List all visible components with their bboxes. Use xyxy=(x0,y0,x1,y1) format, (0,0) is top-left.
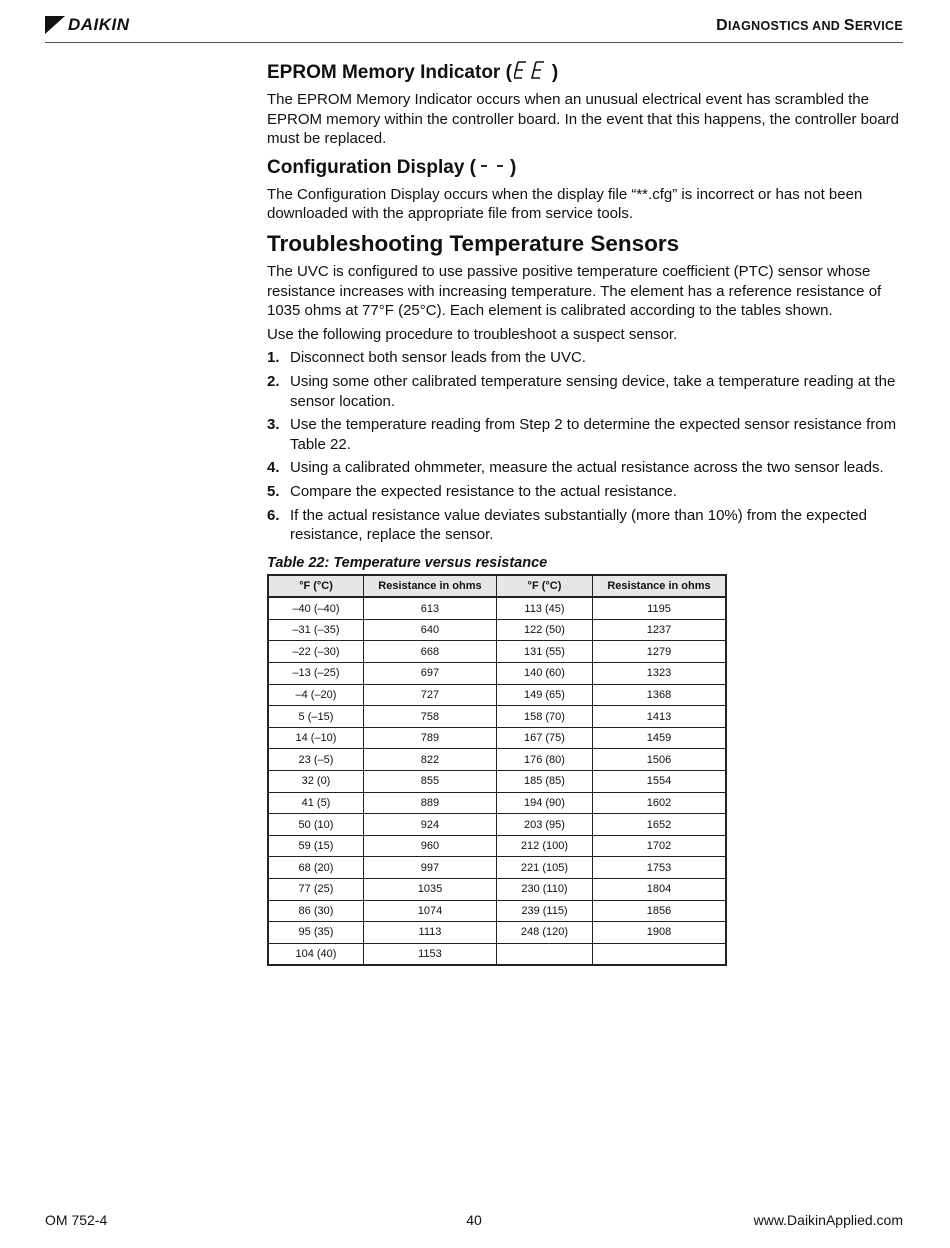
table-cell: 248 (120) xyxy=(496,922,592,944)
table-row xyxy=(268,597,726,619)
table-cell: 1702 xyxy=(593,835,727,857)
table-cell: 167 (75) xyxy=(496,727,592,749)
table-row xyxy=(268,857,726,879)
table-cell: 95 (35) xyxy=(268,922,363,944)
table-cell: 86 (30) xyxy=(268,900,363,922)
table-cell: 1459 xyxy=(593,727,727,749)
table-row xyxy=(268,943,726,965)
ee-display-icon xyxy=(514,60,550,80)
list-item: 4. Using a calibrated ohmmeter, measure the actual resistance across the two sensor leads. xyxy=(267,459,884,477)
troubleshooting-section xyxy=(267,230,907,545)
table-cell: 1035 xyxy=(363,879,496,901)
table-row xyxy=(268,771,726,793)
table-cell: 212 (100) xyxy=(496,835,592,857)
column-header: °F (°C) xyxy=(268,575,363,598)
table-cell: 185 (85) xyxy=(496,771,592,793)
list-item: 3. Use the temperature reading from Step 2 to determine the expected sensor resistance from Table 22. xyxy=(267,416,897,453)
page-number: 40 xyxy=(466,1212,482,1228)
table-cell: 1856 xyxy=(593,900,727,922)
table-cell: 1323 xyxy=(593,663,727,685)
table-cell: –40 (–40) xyxy=(268,597,363,619)
table-row xyxy=(268,814,726,836)
table-cell: 1602 xyxy=(593,792,727,814)
list-item: 6. If the actual resistance value deviates substantially (more than 10%) from the expected resistance, replace the sensor. xyxy=(267,506,867,544)
table-cell: 1368 xyxy=(593,684,727,706)
table-cell: –22 (–30) xyxy=(268,641,363,663)
table-cell: 59 (15) xyxy=(268,835,363,857)
table-cell: 668 xyxy=(363,641,496,663)
page-header xyxy=(45,12,903,43)
eprom-text: The EPROM Memory Indicator occurs when an unusual electrical event has scrambled the EPROM memory within the controller board. In the event that this happens, the controller board must be replaced. xyxy=(267,91,899,148)
table-cell: 113 (45) xyxy=(496,597,592,619)
table-row xyxy=(268,663,726,685)
table-cell: 1195 xyxy=(593,597,727,619)
website-link[interactable]: www.DaikinApplied.com xyxy=(753,1212,903,1228)
table-cell: –4 (–20) xyxy=(268,684,363,706)
table-cell: 758 xyxy=(363,706,496,728)
table-cell: 613 xyxy=(363,597,496,619)
table-row xyxy=(268,792,726,814)
list-item: 5. Compare the expected resistance to the actual resistance. xyxy=(267,482,677,500)
table-cell: 1153 xyxy=(363,943,496,965)
config-section xyxy=(267,155,907,224)
table-cell: 924 xyxy=(363,814,496,836)
column-header: Resistance in ohms xyxy=(593,575,727,598)
config-text: The Configuration Display occurs when the display file “**.cfg” is incorrect or has not been downloaded with the appropriate file from service tools. xyxy=(267,185,863,223)
table-row xyxy=(268,619,726,641)
procedure-steps xyxy=(267,348,907,544)
table-cell xyxy=(496,943,592,965)
brand-name: DAIKIN xyxy=(68,15,130,34)
temperature-resistance-table xyxy=(267,574,727,967)
table-row xyxy=(268,641,726,663)
page-footer xyxy=(45,1212,903,1232)
table-cell: 122 (50) xyxy=(496,619,592,641)
table-cell xyxy=(593,943,727,965)
table-cell: 640 xyxy=(363,619,496,641)
list-item: 2. Using some other calibrated temperature sensing device, take a temperature reading at the sensor location. xyxy=(267,372,896,410)
table-cell: 1804 xyxy=(593,879,727,901)
table-cell: 855 xyxy=(363,771,496,793)
table-cell: 1237 xyxy=(593,619,727,641)
column-header: Resistance in ohms xyxy=(363,575,496,598)
table-cell: 1074 xyxy=(363,900,496,922)
table-cell: 104 (40) xyxy=(268,943,363,965)
eprom-heading: EPROM Memory Indicator ( ) xyxy=(267,62,559,83)
daikin-logo xyxy=(45,14,130,36)
table-cell: 1506 xyxy=(593,749,727,771)
table-cell: 5 (–15) xyxy=(268,706,363,728)
table-cell: 1908 xyxy=(593,922,727,944)
section-title: DIAGNOSTICS AND SERVICE xyxy=(716,17,903,34)
table-row xyxy=(268,727,726,749)
troubleshooting-heading: Troubleshooting Temperature Sensors xyxy=(267,230,680,256)
table-cell: 997 xyxy=(363,857,496,879)
table-cell: 727 xyxy=(363,684,496,706)
table-cell: 50 (10) xyxy=(268,814,363,836)
config-heading: Configuration Display ( ) xyxy=(267,156,517,178)
table-caption: Table 22: Temperature versus resistance xyxy=(267,554,548,571)
table-cell: 131 (55) xyxy=(496,641,592,663)
table-header-row xyxy=(268,575,726,598)
troubleshooting-intro: The UVC is configured to use passive positive temperature coefficient (PTC) sensor whose resistance increases with increasing temperature. The element has a reference resistance of 1035 ohms at 77°F (25°C). Each element is calibrated according to the tables shown. xyxy=(267,262,882,320)
table-row xyxy=(268,835,726,857)
table-cell: 1753 xyxy=(593,857,727,879)
table-cell: 1554 xyxy=(593,771,727,793)
table-cell: 203 (95) xyxy=(496,814,592,836)
table-cell: 789 xyxy=(363,727,496,749)
main-content xyxy=(267,60,907,966)
document-id: OM 752-4 xyxy=(45,1212,108,1228)
table-row xyxy=(268,900,726,922)
table-cell: 230 (110) xyxy=(496,879,592,901)
eprom-section xyxy=(267,60,907,149)
table-cell: 140 (60) xyxy=(496,663,592,685)
table-cell: 23 (–5) xyxy=(268,749,363,771)
table-cell: 697 xyxy=(363,663,496,685)
dash-display-icon xyxy=(478,155,508,175)
table-cell: 149 (65) xyxy=(496,684,592,706)
table-row xyxy=(268,749,726,771)
table-cell: 239 (115) xyxy=(496,900,592,922)
table-cell: 1652 xyxy=(593,814,727,836)
table-body xyxy=(268,597,726,965)
list-item: 1. Disconnect both sensor leads from the UVC. xyxy=(267,349,586,367)
daikin-triangle-icon xyxy=(45,16,65,34)
table-cell: 41 (5) xyxy=(268,792,363,814)
table-cell: 1113 xyxy=(363,922,496,944)
table-cell: 960 xyxy=(363,835,496,857)
table-cell: 1413 xyxy=(593,706,727,728)
table-cell: 32 (0) xyxy=(268,771,363,793)
table-cell: 194 (90) xyxy=(496,792,592,814)
table-row xyxy=(268,922,726,944)
table-cell: 176 (80) xyxy=(496,749,592,771)
table-row xyxy=(268,684,726,706)
table-cell: 68 (20) xyxy=(268,857,363,879)
table-cell: 158 (70) xyxy=(496,706,592,728)
table-cell: 77 (25) xyxy=(268,879,363,901)
table-cell: –13 (–25) xyxy=(268,663,363,685)
table-cell: 889 xyxy=(363,792,496,814)
column-header: °F (°C) xyxy=(496,575,592,598)
table-cell: 822 xyxy=(363,749,496,771)
table-row xyxy=(268,879,726,901)
table-row xyxy=(268,706,726,728)
table-cell: 221 (105) xyxy=(496,857,592,879)
table-cell: 14 (–10) xyxy=(268,727,363,749)
table-cell: –31 (–35) xyxy=(268,619,363,641)
procedure-intro: Use the following procedure to troubleshoot a suspect sensor. xyxy=(267,325,678,343)
table-cell: 1279 xyxy=(593,641,727,663)
